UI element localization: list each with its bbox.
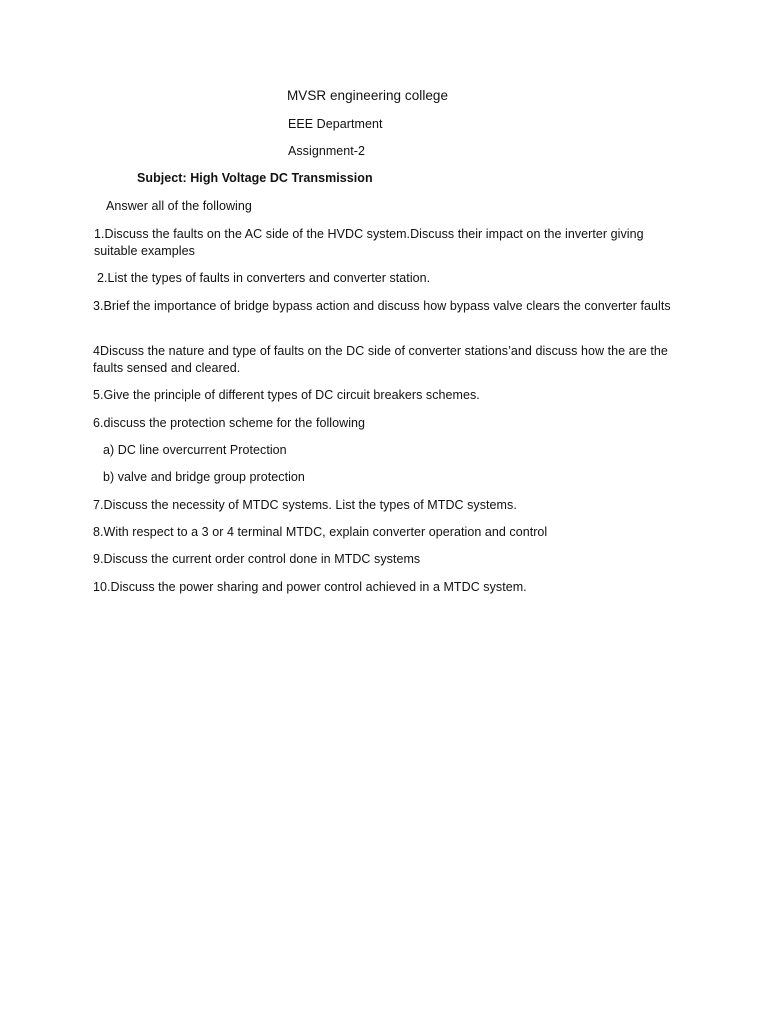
question-3: 3.Brief the importance of bridge bypass action and discuss how bypass valve clears the converter faults <box>93 299 671 313</box>
question-8: 8.With respect to a 3 or 4 terminal MTDC, explain converter operation and control <box>93 525 548 539</box>
instruction-text: Answer all of the following <box>106 199 252 213</box>
question-6-part-b: b) valve and bridge group protection <box>103 470 305 484</box>
subject-title: Subject: High Voltage DC Transmission <box>137 171 373 185</box>
assignment-title: Assignment-2 <box>288 144 366 158</box>
question-10: 10.Discuss the power sharing and power control achieved in a MTDC system. <box>93 580 527 594</box>
question-2: 2.List the types of faults in converters and converter station. <box>97 271 431 285</box>
question-6-part-a: a) DC line overcurrent Protection <box>103 443 287 457</box>
question-5: 5.Give the principle of different types of DC circuit breakers schemes. <box>93 388 480 402</box>
college-name: MVSR engineering college <box>287 88 449 103</box>
question-9: 9.Discuss the current order control done in MTDC systems <box>93 552 421 566</box>
department-name: EEE Department <box>288 117 383 131</box>
question-1: 1.Discuss the faults on the AC side of the HVDC system.Discuss their impact on the inverter giving suitable examples <box>94 227 644 258</box>
question-6: 6.discuss the protection scheme for the following <box>93 416 366 430</box>
question-7: 7.Discuss the necessity of MTDC systems. List the types of MTDC systems. <box>93 498 517 512</box>
question-4: 4Discuss the nature and type of faults on the DC side of converter stations’and discuss how the are the faults sensed and cleared. <box>93 344 668 375</box>
